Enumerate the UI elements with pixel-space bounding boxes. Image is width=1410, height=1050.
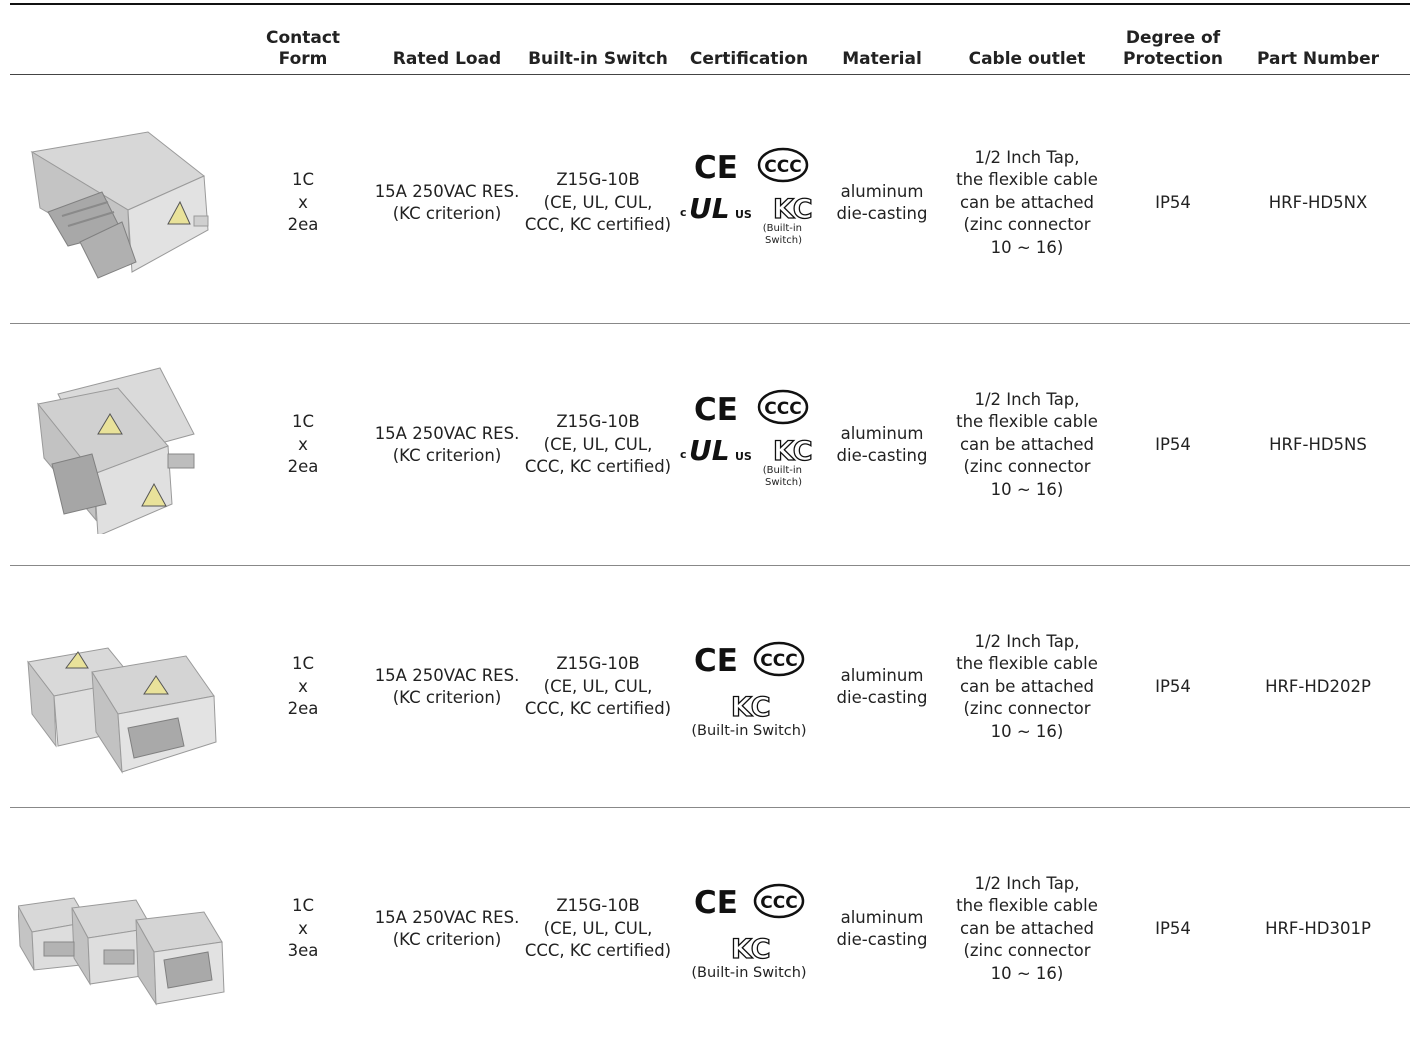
cert-note: (Built-in Switch) [691,723,807,739]
cert-logos [676,324,822,566]
svg-text:UL: UL [689,434,730,467]
table-row [0,566,1410,808]
svg-text:US: US [735,450,752,463]
product-photo-hd5nx [18,112,228,292]
svg-text:KC: KC [773,436,813,467]
cert-note: (Built-in Switch) [762,223,802,246]
part-number: HRF-HD301P [1265,918,1371,938]
part-number: HRF-HD5NS [1269,434,1367,454]
svg-text:KC: KC [731,692,771,723]
header-material: Material [842,49,922,69]
material: aluminum die-casting [836,181,928,223]
builtin-switch: Z15G-10B (CE, UL, CUL, CCC, KC certified) [524,170,672,235]
cable-outlet: 1/2 Inch Tap, the flexible cable can be attached (zinc connector 10 ~ 16) [956,147,1098,257]
ce-mark-icon [694,150,738,186]
svg-text:CCC: CCC [760,893,798,913]
cert-logos [676,82,822,324]
builtin-switch: Z15G-10B (CE, UL, CUL, CCC, KC certified) [524,412,672,477]
table-row [0,324,1410,566]
contact-form: 1C x 2ea [287,654,319,719]
contact-form: 1C x 3ea [287,896,319,961]
ccc-mark-icon [759,391,807,423]
degree-of-protection: IP54 [1155,676,1191,696]
ccc-mark-icon [755,643,803,675]
ul-mark-icon [680,192,752,225]
ce-mark-icon [694,643,738,679]
rated-load: 15A 250VAC RES. (KC criterion) [374,907,520,949]
cert-note: (Built-in Switch) [762,465,802,488]
material: aluminum die-casting [836,423,928,465]
header-cable-outlet: Cable outlet [968,49,1086,69]
degree-of-protection: IP54 [1155,434,1191,454]
kc-mark-icon [773,436,813,467]
contact-form: 1C x 2ea [287,412,319,477]
ul-mark-icon [680,434,752,467]
kc-mark-icon [773,194,813,225]
svg-text:KC: KC [731,934,771,965]
ccc-mark-icon [755,885,803,917]
product-photo-hd5ns [18,354,228,534]
svg-text:CCC: CCC [760,651,798,671]
header-builtin-switch: Built-in Switch [528,49,668,69]
ce-mark-icon [694,885,738,921]
kc-mark-icon [731,692,771,723]
material: aluminum die-casting [836,907,928,949]
certification-marks [676,324,822,566]
part-number: HRF-HD202P [1265,676,1371,696]
svg-text:US: US [735,208,752,221]
header-degree-of-protection: Degree of Protection [1123,28,1223,69]
rated-load: 15A 250VAC RES. (KC criterion) [374,181,520,223]
rated-load: 15A 250VAC RES. (KC criterion) [374,423,520,465]
svg-text:CE: CE [694,885,738,921]
svg-text:KC: KC [773,194,813,225]
header-certification: Certification [689,49,809,69]
svg-text:CE: CE [694,150,738,186]
certification-marks [676,566,822,808]
product-photo-hd301p [18,838,228,1018]
svg-text:CCC: CCC [764,157,802,177]
contact-form: 1C x 2ea [287,170,319,235]
cable-outlet: 1/2 Inch Tap, the flexible cable can be attached (zinc connector 10 ~ 16) [956,631,1098,741]
header-rated-load: Rated Load [392,49,502,69]
cable-outlet: 1/2 Inch Tap, the flexible cable can be attached (zinc connector 10 ~ 16) [956,389,1098,499]
header-part-number: Part Number [1256,49,1380,69]
svg-text:CCC: CCC [764,399,802,419]
cert-logos [676,808,822,1050]
cert-logos [676,566,822,808]
rated-load: 15A 250VAC RES. (KC criterion) [374,665,520,707]
svg-text:c: c [680,206,687,219]
svg-text:CE: CE [694,392,738,428]
ccc-mark-icon [759,149,807,181]
cert-note: (Built-in Switch) [691,965,807,981]
product-photo-hd202p [18,596,228,776]
certification-marks [676,82,822,324]
header-contact-form: Contact Form [265,28,341,69]
table-top-rule [10,3,1410,5]
cable-outlet: 1/2 Inch Tap, the flexible cable can be attached (zinc connector 10 ~ 16) [956,873,1098,983]
svg-text:c: c [680,448,687,461]
table-row [0,82,1410,324]
degree-of-protection: IP54 [1155,192,1191,212]
builtin-switch: Z15G-10B (CE, UL, CUL, CCC, KC certified) [524,654,672,719]
ce-mark-icon [694,392,738,428]
degree-of-protection: IP54 [1155,918,1191,938]
material: aluminum die-casting [836,665,928,707]
table-row [0,808,1410,1050]
svg-text:UL: UL [689,192,730,225]
builtin-switch: Z15G-10B (CE, UL, CUL, CCC, KC certified) [524,896,672,961]
part-number: HRF-HD5NX [1268,192,1368,212]
certification-marks [676,808,822,1050]
svg-text:CE: CE [694,643,738,679]
header-rule [10,74,1410,75]
kc-mark-icon [731,934,771,965]
